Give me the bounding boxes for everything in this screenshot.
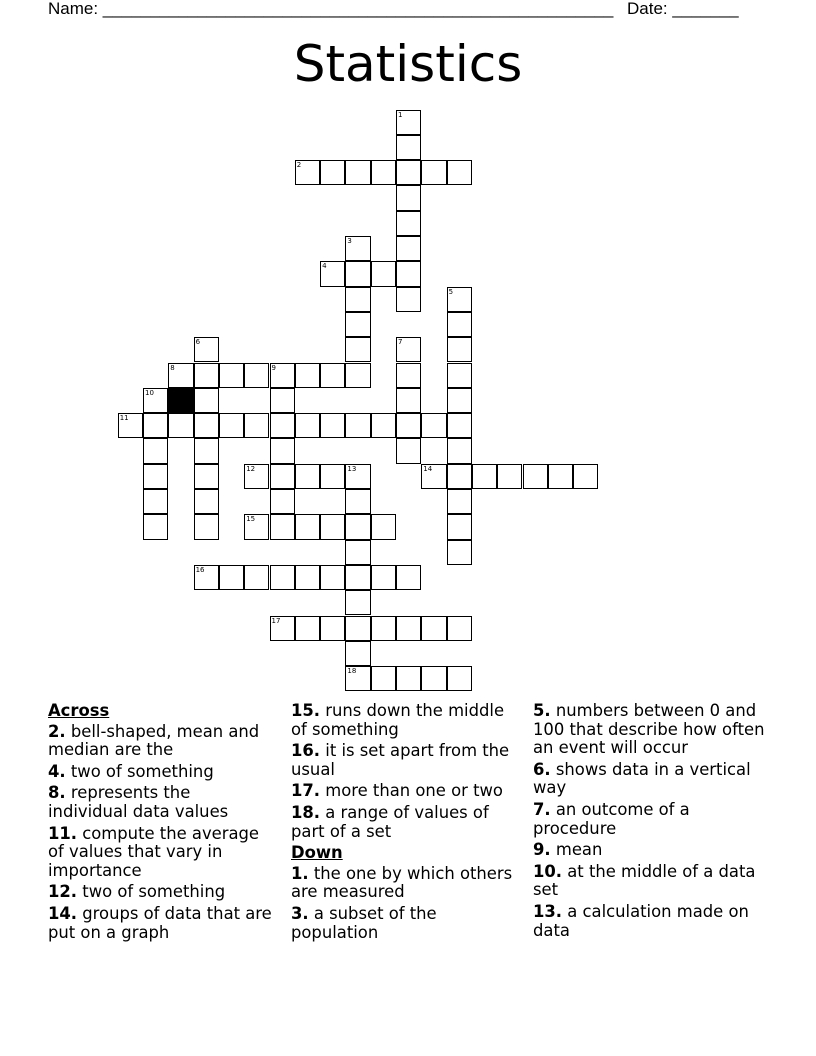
- grid-cell[interactable]: [371, 413, 396, 438]
- grid-cell[interactable]: [143, 413, 168, 438]
- grid-cell[interactable]: [421, 616, 446, 641]
- clue-number: 17: [271, 616, 281, 625]
- grid-cell[interactable]: [345, 489, 370, 514]
- grid-cell[interactable]: [168, 363, 193, 388]
- grid-cell[interactable]: [396, 666, 421, 691]
- grid-cell[interactable]: [396, 236, 421, 261]
- grid-cell[interactable]: [219, 363, 244, 388]
- grid-cell[interactable]: [345, 261, 370, 286]
- grid-cell[interactable]: [345, 363, 370, 388]
- grid-cell[interactable]: [320, 413, 345, 438]
- grid-cell[interactable]: [295, 160, 320, 185]
- date-field[interactable]: Date: _______: [627, 0, 739, 18]
- grid-cell[interactable]: [421, 160, 446, 185]
- grid-cell[interactable]: [270, 438, 295, 463]
- clue-across-12: 12. two of something: [48, 882, 226, 902]
- clue-number: 7: [398, 338, 403, 347]
- clue-across-11: 11. compute the average of values that vary in importance: [48, 823, 259, 880]
- clue-down-5: 5. numbers between 0 and 100 that describe how often an event will occur: [533, 701, 765, 758]
- grid-cell[interactable]: [143, 464, 168, 489]
- clue-number: 4: [322, 262, 327, 271]
- grid-cell[interactable]: [447, 388, 472, 413]
- clue-number: 18: [347, 667, 357, 676]
- grid-cell[interactable]: [345, 666, 370, 691]
- clue-number: 5: [448, 287, 454, 296]
- grid-cell[interactable]: [219, 413, 244, 438]
- grid-cell[interactable]: [396, 565, 421, 590]
- clue-number: 1: [398, 110, 403, 119]
- grid-cell[interactable]: [371, 666, 396, 691]
- clues-column-2: [291, 702, 521, 945]
- clues-column-3: [533, 702, 773, 943]
- grid-cell[interactable]: [320, 514, 345, 539]
- grid-cell[interactable]: [345, 464, 370, 489]
- grid-cell[interactable]: [143, 388, 168, 413]
- grid-cell[interactable]: [396, 287, 421, 312]
- grid-cell[interactable]: [447, 413, 472, 438]
- grid-cell[interactable]: [118, 413, 143, 438]
- grid-cell[interactable]: [345, 565, 370, 590]
- grid-cell[interactable]: [194, 438, 219, 463]
- grid-cell[interactable]: [447, 666, 472, 691]
- grid-cell[interactable]: [447, 312, 472, 337]
- clue-number: 3: [347, 237, 352, 245]
- grid-cell[interactable]: [447, 438, 472, 463]
- grid-cell[interactable]: [371, 565, 396, 590]
- grid-cell[interactable]: [421, 666, 446, 691]
- grid-cell[interactable]: [396, 413, 421, 438]
- grid-cell[interactable]: [345, 540, 370, 565]
- grid-cell[interactable]: [194, 514, 219, 539]
- grid-cell[interactable]: [194, 489, 219, 514]
- grid-cell[interactable]: [143, 489, 168, 514]
- grid-cell[interactable]: [168, 413, 193, 438]
- grid-cell[interactable]: [320, 363, 345, 388]
- black-cell: [168, 388, 193, 413]
- grid-cell[interactable]: [396, 110, 421, 135]
- clue-across-15: 15. runs down the middle of something: [291, 701, 505, 739]
- grid-cell[interactable]: [421, 413, 446, 438]
- grid-cell[interactable]: [447, 489, 472, 514]
- grid-cell[interactable]: [396, 211, 421, 236]
- grid-cell[interactable]: [270, 388, 295, 413]
- grid-cell[interactable]: [194, 413, 219, 438]
- grid-cell[interactable]: [295, 363, 320, 388]
- grid-cell[interactable]: [320, 464, 345, 489]
- clue-number: 14: [423, 464, 433, 473]
- clue-across-17: 17. more than one or two: [291, 781, 503, 801]
- grid-cell[interactable]: [194, 337, 219, 362]
- clue-down-6: 6. shows data in a vertical way: [533, 759, 751, 798]
- grid-cell[interactable]: [523, 464, 548, 489]
- clues-column-1: [48, 702, 273, 945]
- grid-cell[interactable]: [447, 540, 472, 565]
- grid-cell[interactable]: [194, 388, 219, 413]
- grid-cell[interactable]: [270, 514, 295, 539]
- grid-cell[interactable]: [345, 312, 370, 337]
- grid-cell[interactable]: [194, 464, 219, 489]
- clue-across-14: 14. groups of data that are put on a graph: [48, 903, 272, 942]
- grid-cell[interactable]: [270, 413, 295, 438]
- grid-cell[interactable]: [497, 464, 522, 489]
- clue-down-7: 7. an outcome of a procedure: [533, 799, 690, 838]
- grid-cell[interactable]: [371, 160, 396, 185]
- grid-cell[interactable]: [320, 565, 345, 590]
- grid-cell[interactable]: [447, 160, 472, 185]
- grid-cell[interactable]: [345, 287, 370, 312]
- grid-cell[interactable]: [270, 489, 295, 514]
- grid-cell[interactable]: [447, 616, 472, 641]
- clue-across-16: 16. it is set apart from the usual: [291, 741, 510, 779]
- grid-cell[interactable]: [345, 160, 370, 185]
- down-heading: Down: [291, 843, 343, 863]
- grid-cell[interactable]: [219, 565, 244, 590]
- clue-down-10: 10. at the middle of a data set: [533, 861, 756, 900]
- grid-cell[interactable]: [396, 337, 421, 362]
- clue-across-4: 4. two of something: [48, 761, 214, 781]
- clue-number: 10: [145, 388, 154, 397]
- grid-cell[interactable]: [345, 236, 370, 261]
- grid-cell[interactable]: [295, 565, 320, 590]
- grid-cell[interactable]: [396, 261, 421, 286]
- grid-cell[interactable]: [244, 565, 269, 590]
- grid-cell[interactable]: [244, 363, 269, 388]
- grid-cell[interactable]: [295, 616, 320, 641]
- clue-number: 11: [119, 414, 129, 423]
- grid-cell[interactable]: [396, 438, 421, 463]
- grid-cell[interactable]: [447, 287, 472, 312]
- clue-number: 6: [195, 338, 201, 347]
- grid-cell[interactable]: [421, 464, 446, 489]
- clue-down-1: 1. the one by which others are measured: [291, 863, 513, 902]
- clue-number: 15: [246, 515, 256, 524]
- grid-cell[interactable]: [396, 135, 421, 160]
- grid-cell[interactable]: [447, 337, 472, 362]
- grid-cell[interactable]: [244, 464, 269, 489]
- grid-cell[interactable]: [371, 616, 396, 641]
- clue-across-2: 2. bell-shaped, mean and median are the: [48, 721, 260, 760]
- clue-number: 9: [271, 363, 276, 372]
- grid-cell[interactable]: [143, 438, 168, 463]
- grid-cell[interactable]: [345, 616, 370, 641]
- clue-down-13: 13. a calculation made on data: [533, 901, 749, 940]
- grid-cell[interactable]: [371, 261, 396, 286]
- clue-number: 2: [296, 161, 302, 170]
- grid-cell[interactable]: [270, 363, 295, 388]
- grid-cell[interactable]: [548, 464, 573, 489]
- grid-cell[interactable]: [244, 413, 269, 438]
- grid-cell[interactable]: [447, 363, 472, 388]
- grid-cell[interactable]: [396, 160, 421, 185]
- clue-number: 8: [170, 363, 175, 372]
- page-title: Statistics: [293, 35, 523, 93]
- grid-cell[interactable]: [270, 565, 295, 590]
- grid-cell[interactable]: [447, 514, 472, 539]
- grid-cell[interactable]: [194, 363, 219, 388]
- grid-cell[interactable]: [371, 514, 396, 539]
- clue-across-18: 18. a range of values of part of a set: [291, 802, 489, 841]
- grid-cell[interactable]: [244, 514, 269, 539]
- grid-cell[interactable]: [472, 464, 497, 489]
- clue-down-9: 9. mean: [533, 840, 603, 860]
- grid-cell[interactable]: [396, 185, 421, 210]
- grid-cell[interactable]: [345, 514, 370, 539]
- across-heading: Across: [48, 701, 110, 720]
- grid-cell[interactable]: [270, 616, 295, 641]
- grid-cell[interactable]: [295, 514, 320, 539]
- grid-cell[interactable]: [270, 464, 295, 489]
- grid-cell[interactable]: [396, 388, 421, 413]
- grid-cell[interactable]: [396, 616, 421, 641]
- clue-across-8: 8. represents the individual data values: [48, 783, 229, 821]
- grid-cell[interactable]: [345, 641, 370, 666]
- grid-cell[interactable]: [345, 337, 370, 362]
- clue-number: 13: [347, 464, 357, 473]
- grid-cell[interactable]: [320, 616, 345, 641]
- name-field[interactable]: Name: ______________________________________________________: [48, 0, 614, 18]
- grid-cell[interactable]: [573, 464, 598, 489]
- grid-cell[interactable]: [396, 363, 421, 388]
- grid-cell[interactable]: [447, 464, 472, 489]
- grid-cell[interactable]: [295, 464, 320, 489]
- grid-cell[interactable]: [295, 413, 320, 438]
- clue-down-3: 3. a subset of the population: [291, 903, 437, 942]
- grid-cell[interactable]: [143, 514, 168, 539]
- clue-number: 12: [246, 464, 256, 473]
- grid-cell[interactable]: [320, 261, 345, 286]
- clue-number: 16: [195, 565, 205, 574]
- grid-cell[interactable]: [345, 413, 370, 438]
- grid-cell[interactable]: [345, 590, 370, 615]
- grid-cell[interactable]: [320, 160, 345, 185]
- grid-cell[interactable]: [194, 565, 219, 590]
